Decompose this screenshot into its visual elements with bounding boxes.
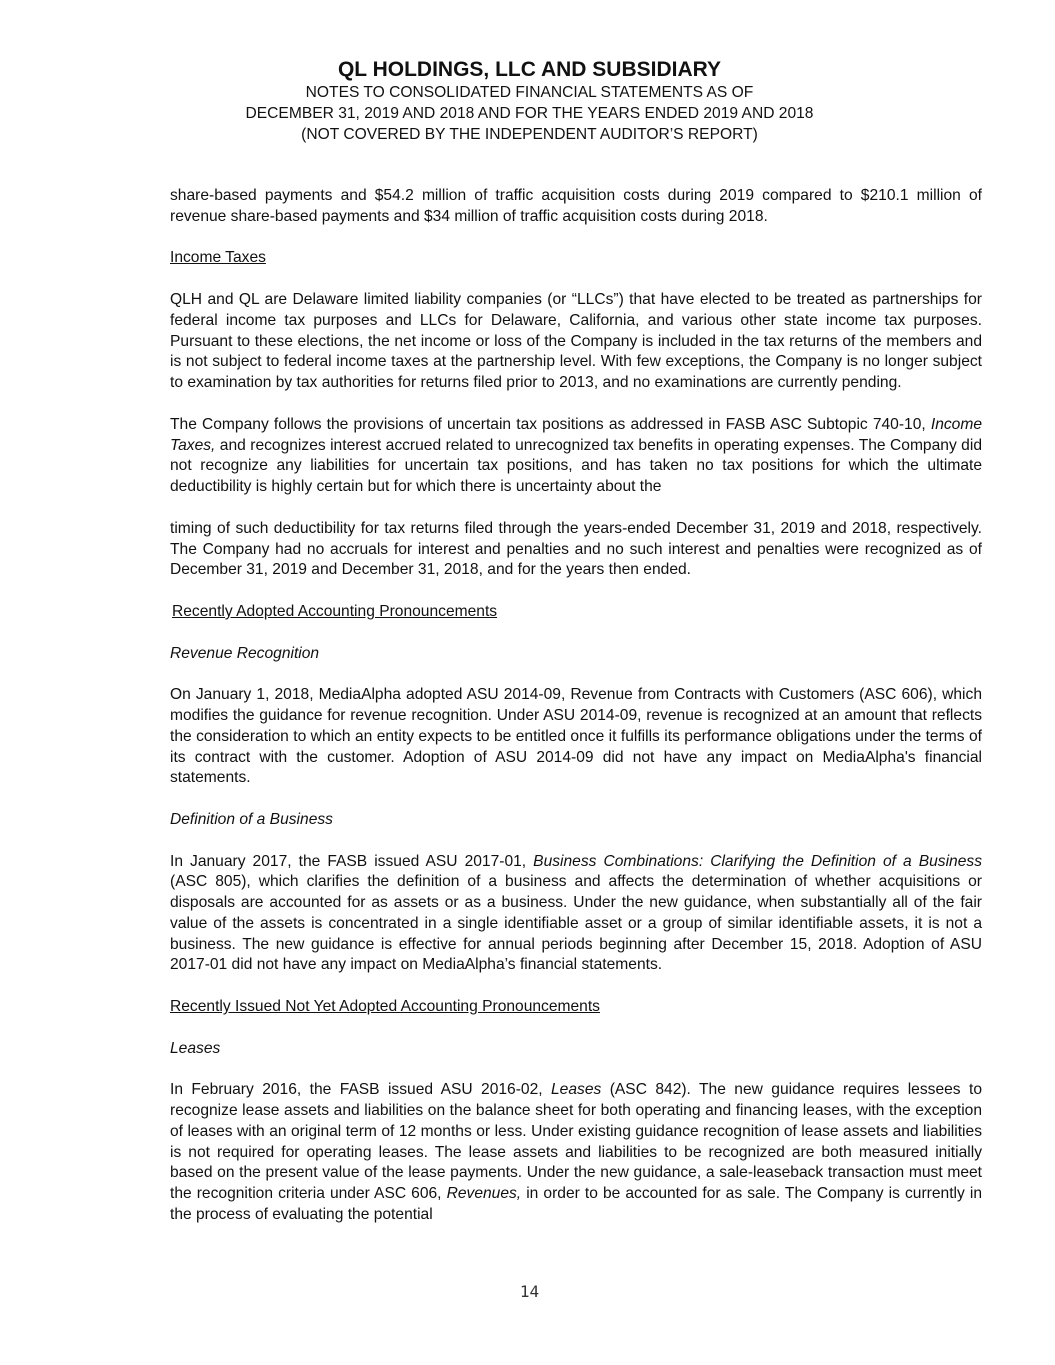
uncertain-tax-paragraph [170, 415, 982, 498]
business-text-a: In January 2017, the FASB issued ASU 2017-01, [170, 852, 534, 870]
leases-paragraph [170, 1080, 982, 1226]
header-line-1: NOTES TO CONSOLIDATED FINANCIAL STATEMENTS AS OF [305, 84, 754, 101]
company-title: QL HOLDINGS, LLC AND SUBSIDIARY [337, 58, 722, 81]
document-body [170, 186, 982, 1247]
document-header [0, 58, 1055, 145]
timing-paragraph: timing of such deductibility for tax returns filed through the years-ended December 31, 2019 and 2018, respectively. The Company had no accruals for interest and penalties and no such interest and penalties were recognized as of December 31, 2019 and December 31, 2018, and for the years then ended. [170, 519, 982, 579]
recently-adopted-heading: Recently Adopted Accounting Pronouncements [172, 602, 498, 620]
revenues-citation: Revenues, [446, 1185, 522, 1203]
intro-paragraph: share-based payments and $54.2 million of traffic acquisition costs during 2019 compared to $210.1 million of revenue share-based payments and $34 million of traffic acquisition costs during 2018. [170, 187, 982, 225]
business-text-b: (ASC 805), which clarifies the definition of a business and affects the determination of whether acquisitions or disposals are accounted for as assets or as a business. Under the new guidance, when substantially all of the fair value of the assets is concentrated in a single identifiable asset or a group of similar identifiable assets, it is not a business. The new guidance is effective for annual periods beginning after December 15, 2018. Adoption of ASU 2017-01 did not have any impact on MediaAlpha’s financial statements. [170, 873, 982, 974]
leases-subheading: Leases [170, 1039, 221, 1057]
page-number: 14 [519, 1282, 540, 1301]
recently-issued-heading: Recently Issued Not Yet Adopted Accounting Pronouncements [170, 998, 600, 1016]
business-combinations-citation: Business Combinations: Clarifying the Definition of a Business [533, 852, 982, 870]
uncertain-tax-text-b: and recognizes interest accrued related to unrecognized tax benefits in operating expenses. The Company did not recognize any liabilities for uncertain tax positions, and has taken no tax positions for which the ultimate deductibility is highly certain but for which there is uncertainty about the [170, 436, 982, 496]
header-line-2: DECEMBER 31, 2019 AND 2018 AND FOR THE YEARS ENDED 2019 AND 2018 [245, 105, 814, 122]
leases-text-c: in order to be accounted for as sale. The Company is currently in the process of evaluating the potential [170, 1185, 982, 1224]
header-line-3: (NOT COVERED BY THE INDEPENDENT AUDITOR’S REPORT) [301, 126, 758, 143]
uncertain-tax-text-a: The Company follows the provisions of uncertain tax positions as addressed in FASB ASC Subtopic 740-10, [170, 415, 931, 433]
revenue-recognition-paragraph: On January 1, 2018, MediaAlpha adopted ASU 2014-09, Revenue from Contracts with Customers (ASC 606), which modifies the guidance for revenue recognition. Under ASU 2014-09, revenue is recognized at an amount that reflects the consideration to which an entity expects to be entitled once it fulfills its performance obligations under the terms of its contract with the customer. Adoption of ASU 2014-09 did not have any impact on MediaAlpha's financial statements. [170, 686, 982, 787]
leases-text-b: (ASC 842). The new guidance requires lessees to recognize lease assets and liabilities on the balance sheet for both operating and financing leases, with the exception of leases with an original term of 12 months or less. Under existing guidance recognition of lease assets and liabilities is not required for operating leases. The lease assets and liabilities to be recognized are both measured initially based on the present value of the lease payments. Under the new guidance, a sale-leaseback transaction must meet the recognition criteria under ASC 606, [170, 1081, 982, 1203]
definition-business-subheading: Definition of a Business [170, 810, 333, 828]
leases-citation: Leases [551, 1081, 602, 1099]
income-taxes-citation: Income Taxes, [170, 415, 982, 454]
income-taxes-heading: Income Taxes [170, 249, 266, 267]
definition-business-paragraph [170, 852, 982, 977]
leases-text-a: In February 2016, the FASB issued ASU 2016-02, [170, 1081, 551, 1099]
revenue-recognition-subheading: Revenue Recognition [170, 644, 320, 662]
llc-tax-paragraph: QLH and QL are Delaware limited liability companies (or “LLCs”) that have elected to be treated as partnerships for federal income tax purposes and LLCs for Delaware, California, and various other state income tax purposes. Pursuant to these elections, the net income or loss of the Company is included in the tax returns of the members and is not subject to federal income taxes at the partnership level. With few exceptions, the Company is no longer subject to examination by tax authorities for returns filed prior to 2013, and no examinations are currently pending. [170, 290, 982, 392]
